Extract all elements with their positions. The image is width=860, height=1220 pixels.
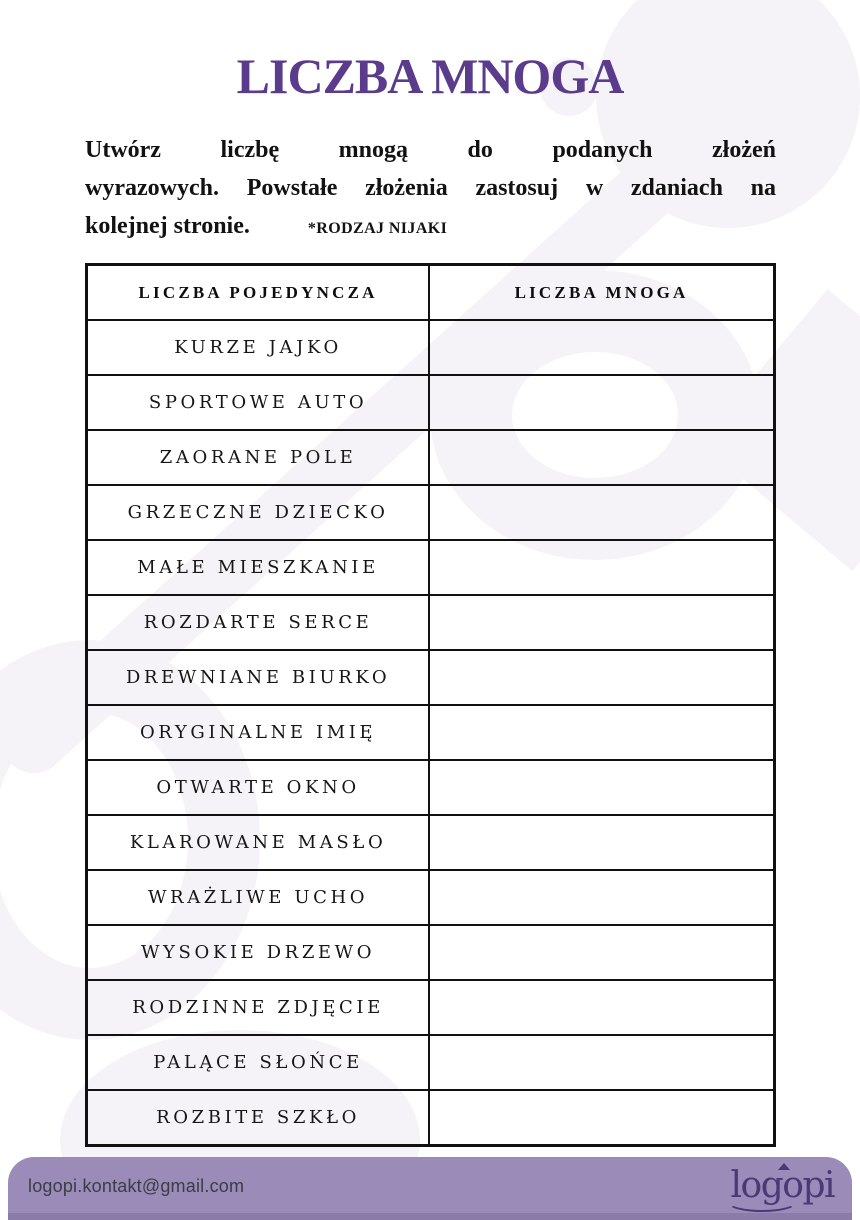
- logo-g-accent-icon: [778, 1163, 790, 1170]
- logo-text: logopi: [730, 1164, 834, 1206]
- table-row: [87, 595, 775, 650]
- gender-note: *RODZAJ NIJAKI: [307, 220, 448, 237]
- instructions-line: wyrazowych. Powstałe złożenia zastosuj w zdaniach na: [85, 175, 776, 201]
- plural-answer-cell[interactable]: [429, 320, 774, 375]
- worksheet-table: [85, 263, 776, 1147]
- contact-email: logopi.kontakt@gmail.com: [28, 1176, 245, 1196]
- plural-answer-cell[interactable]: [429, 1090, 774, 1146]
- plural-answer-cell[interactable]: [429, 815, 774, 870]
- singular-cell: RODZINNE ZDJĘCIE: [87, 980, 430, 1035]
- plural-answer-cell[interactable]: [429, 925, 774, 980]
- singular-cell: SPORTOWE AUTO: [87, 375, 430, 430]
- singular-cell: DREWNIANE BIURKO: [87, 650, 430, 705]
- singular-cell: WYSOKIE DRZEWO: [87, 925, 430, 980]
- plural-answer-cell[interactable]: [429, 980, 774, 1035]
- instructions-line: Utwórz liczbę mnogą do podanych złożeń: [85, 137, 776, 163]
- instructions-line-end: kolejnej stronie.: [85, 213, 250, 239]
- singular-cell: ROZDARTE SERCE: [87, 595, 430, 650]
- header-plural: LICZBA MNOGA: [429, 265, 774, 321]
- table-row: [87, 815, 775, 870]
- header-singular: LICZBA POJEDYNCZA: [87, 265, 430, 321]
- plural-answer-cell[interactable]: [429, 375, 774, 430]
- table-row: [87, 320, 775, 375]
- instructions-line: [85, 207, 776, 248]
- table-row: [87, 430, 775, 485]
- singular-cell: KLAROWANE MASŁO: [87, 815, 430, 870]
- instructions: [85, 131, 776, 248]
- table-row: [87, 1035, 775, 1090]
- plural-answer-cell[interactable]: [429, 870, 774, 925]
- page-title: LICZBA MNOGA: [236, 48, 624, 104]
- table-row: [87, 870, 775, 925]
- table-row: [87, 485, 775, 540]
- table-row: [87, 925, 775, 980]
- table-row: [87, 760, 775, 815]
- logopi-logo: [730, 1164, 834, 1206]
- table-row: [87, 375, 775, 430]
- plural-answer-cell[interactable]: [429, 1035, 774, 1090]
- table-row: [87, 650, 775, 705]
- singular-cell: ROZBITE SZKŁO: [87, 1090, 430, 1146]
- table-row: [87, 540, 775, 595]
- plural-answer-cell[interactable]: [429, 705, 774, 760]
- table-row: [87, 1090, 775, 1146]
- logo-swoosh-icon: [727, 1192, 797, 1212]
- table-body: [87, 320, 775, 1146]
- singular-cell: MAŁE MIESZKANIE: [87, 540, 430, 595]
- singular-cell: GRZECZNE DZIECKO: [87, 485, 430, 540]
- plural-answer-cell[interactable]: [429, 430, 774, 485]
- plural-answer-cell[interactable]: [429, 760, 774, 815]
- singular-cell: KURZE JAJKO: [87, 320, 430, 375]
- singular-cell: PALĄCE SŁOŃCE: [87, 1035, 430, 1090]
- table-header-row: [87, 265, 775, 321]
- table-row: [87, 980, 775, 1035]
- table-row: [87, 705, 775, 760]
- plural-answer-cell[interactable]: [429, 595, 774, 650]
- singular-cell: OTWARTE OKNO: [87, 760, 430, 815]
- plural-answer-cell[interactable]: [429, 540, 774, 595]
- singular-cell: ORYGINALNE IMIĘ: [87, 705, 430, 760]
- singular-cell: ZAORANE POLE: [87, 430, 430, 485]
- plural-answer-cell[interactable]: [429, 650, 774, 705]
- singular-cell: WRAŻLIWE UCHO: [87, 870, 430, 925]
- plural-answer-cell[interactable]: [429, 485, 774, 540]
- footer-bar: [8, 1157, 852, 1220]
